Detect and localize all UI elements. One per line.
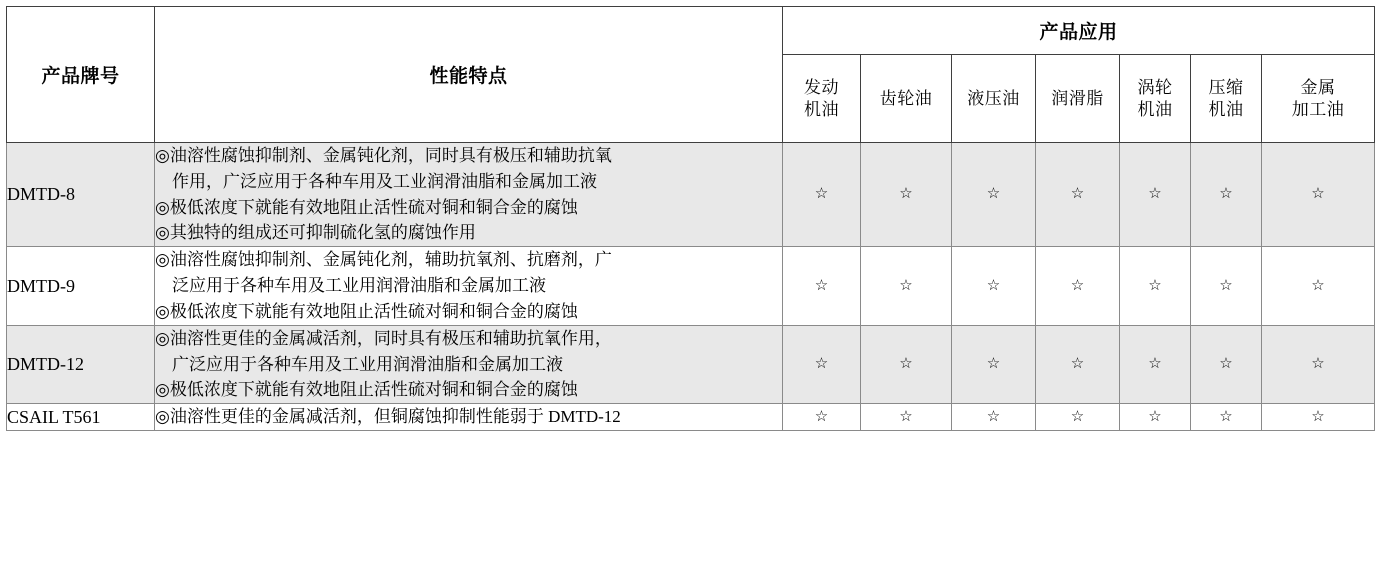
table-row — [7, 247, 1375, 325]
feature-line: ◎油溶性腐蚀抑制剂、金属钝化剂，同时具有极压和辅助抗氧 — [155, 146, 612, 165]
star-icon: ☆ — [1311, 186, 1325, 203]
cell-application-mark — [1120, 404, 1191, 431]
star-icon: ☆ — [814, 186, 829, 203]
header-app-grease-line1: 润滑脂 — [1051, 88, 1104, 108]
feature-line: ◎油溶性更佳的金属减活剂，同时具有极压和辅助抗氧作用， — [155, 328, 612, 348]
star-icon: ☆ — [1311, 277, 1325, 294]
star-icon: ☆ — [1148, 186, 1162, 203]
star-icon: ☆ — [1070, 277, 1085, 294]
cell-application-mark — [1262, 247, 1375, 325]
header-app-turbine-oil — [1120, 55, 1191, 143]
star-icon: ☆ — [1148, 356, 1162, 373]
cell-brand: CSAIL T561 — [7, 404, 155, 431]
star-icon: ☆ — [1070, 186, 1085, 203]
header-app-turbine-oil-line1: 涡轮 — [1137, 77, 1173, 97]
star-icon: ☆ — [1070, 408, 1085, 425]
header-feature: 性能特点 — [155, 7, 783, 143]
cell-application-mark — [1191, 325, 1262, 403]
star-icon: ☆ — [814, 408, 829, 425]
cell-application-mark — [1262, 143, 1375, 247]
cell-brand: DMTD-9 — [7, 247, 155, 325]
feature-line: ◎极低浓度下就能有效地阻止活性硫对铜和铜合金的腐蚀 — [155, 380, 578, 400]
cell-application-mark — [952, 247, 1036, 325]
header-app-engine-oil-line1: 发动 — [804, 77, 839, 97]
cell-application-mark — [783, 404, 861, 431]
header-brand: 产品牌号 — [7, 7, 155, 143]
star-icon: ☆ — [986, 277, 1001, 294]
cell-application-mark — [1262, 404, 1375, 431]
star-icon: ☆ — [1311, 408, 1325, 425]
feature-line: 作用，广泛应用于各种车用及工业润滑油脂和金属加工液 — [172, 171, 597, 191]
star-icon: ☆ — [899, 356, 913, 373]
header-app-engine-oil — [783, 55, 861, 143]
header-row-top — [7, 7, 1375, 55]
cell-application-mark — [952, 143, 1036, 247]
feature-line: ◎极低浓度下就能有效地阻止活性硫对铜和铜合金的腐蚀 — [155, 197, 578, 217]
cell-feature — [155, 404, 783, 431]
cell-application-mark — [1036, 325, 1120, 403]
table-row — [7, 325, 1375, 403]
star-icon: ☆ — [1219, 408, 1233, 425]
header-app-compressor-oil — [1191, 55, 1262, 143]
table-body — [7, 143, 1375, 431]
star-icon: ☆ — [986, 408, 1001, 425]
star-icon: ☆ — [1219, 186, 1233, 203]
cell-application-mark — [861, 247, 952, 325]
star-icon: ☆ — [899, 186, 913, 203]
star-icon: ☆ — [986, 186, 1001, 203]
header-application-group: 产品应用 — [783, 7, 1375, 55]
cell-application-mark — [783, 247, 861, 325]
header-app-grease — [1036, 55, 1120, 143]
cell-feature — [155, 247, 783, 325]
cell-application-mark — [1191, 404, 1262, 431]
star-icon: ☆ — [899, 277, 913, 294]
cell-application-mark — [783, 143, 861, 247]
table-row — [7, 143, 1375, 247]
header-app-gear-oil — [861, 55, 952, 143]
star-icon: ☆ — [1219, 277, 1233, 294]
header-app-engine-oil-line2: 机油 — [804, 99, 839, 119]
star-icon: ☆ — [1219, 356, 1233, 373]
table-row — [7, 404, 1375, 431]
cell-brand: DMTD-12 — [7, 325, 155, 403]
cell-feature — [155, 325, 783, 403]
feature-line: ◎油溶性腐蚀抑制剂、金属钝化剂，辅助抗氧剂、抗磨剂，广 — [155, 250, 612, 270]
cell-application-mark — [1036, 404, 1120, 431]
header-app-hydraulic-oil — [952, 55, 1036, 143]
header-app-gear-oil-line1: 齿轮油 — [879, 88, 933, 108]
feature-line: ◎油溶性更佳的金属减活剂，但铜腐蚀抑制性能弱于 DMTD-12 — [155, 407, 621, 427]
cell-application-mark — [1120, 143, 1191, 247]
cell-application-mark — [1036, 247, 1120, 325]
cell-application-mark — [1191, 143, 1262, 247]
cell-brand: DMTD-8 — [7, 143, 155, 247]
feature-line: ◎其独特的组成还可抑制硫化氢的腐蚀作用 — [155, 223, 476, 243]
header-app-metalworking-oil — [1262, 55, 1375, 143]
feature-line: 泛应用于各种车用及工业用润滑油脂和金属加工液 — [172, 276, 546, 296]
cell-application-mark — [1120, 325, 1191, 403]
cell-application-mark — [861, 143, 952, 247]
star-icon: ☆ — [1148, 277, 1162, 294]
product-application-table — [6, 6, 1375, 431]
header-app-compressor-oil-line1: 压缩 — [1208, 77, 1244, 97]
cell-application-mark — [861, 404, 952, 431]
star-icon: ☆ — [814, 277, 829, 294]
cell-application-mark — [861, 325, 952, 403]
feature-line: 广泛应用于各种车用及工业用润滑油脂和金属加工液 — [172, 354, 563, 374]
header-app-hydraulic-oil-line1: 液压油 — [967, 88, 1020, 108]
star-icon: ☆ — [1148, 408, 1162, 425]
cell-application-mark — [1120, 247, 1191, 325]
header-app-metalworking-oil-line2: 加工油 — [1291, 99, 1345, 119]
feature-line: ◎极低浓度下就能有效地阻止活性硫对铜和铜合金的腐蚀 — [155, 301, 578, 321]
cell-application-mark — [1262, 325, 1375, 403]
star-icon: ☆ — [1070, 356, 1085, 373]
star-icon: ☆ — [814, 356, 829, 373]
star-icon: ☆ — [899, 408, 913, 425]
star-icon: ☆ — [986, 356, 1001, 373]
header-app-metalworking-oil-line1: 金属 — [1300, 77, 1336, 97]
header-app-turbine-oil-line2: 机油 — [1137, 99, 1173, 119]
cell-application-mark — [952, 325, 1036, 403]
cell-application-mark — [1036, 143, 1120, 247]
star-icon: ☆ — [1311, 356, 1325, 373]
cell-application-mark — [1191, 247, 1262, 325]
cell-feature — [155, 143, 783, 247]
cell-application-mark — [783, 325, 861, 403]
header-app-compressor-oil-line2: 机油 — [1208, 99, 1244, 119]
cell-application-mark — [952, 404, 1036, 431]
table-head — [7, 7, 1375, 143]
